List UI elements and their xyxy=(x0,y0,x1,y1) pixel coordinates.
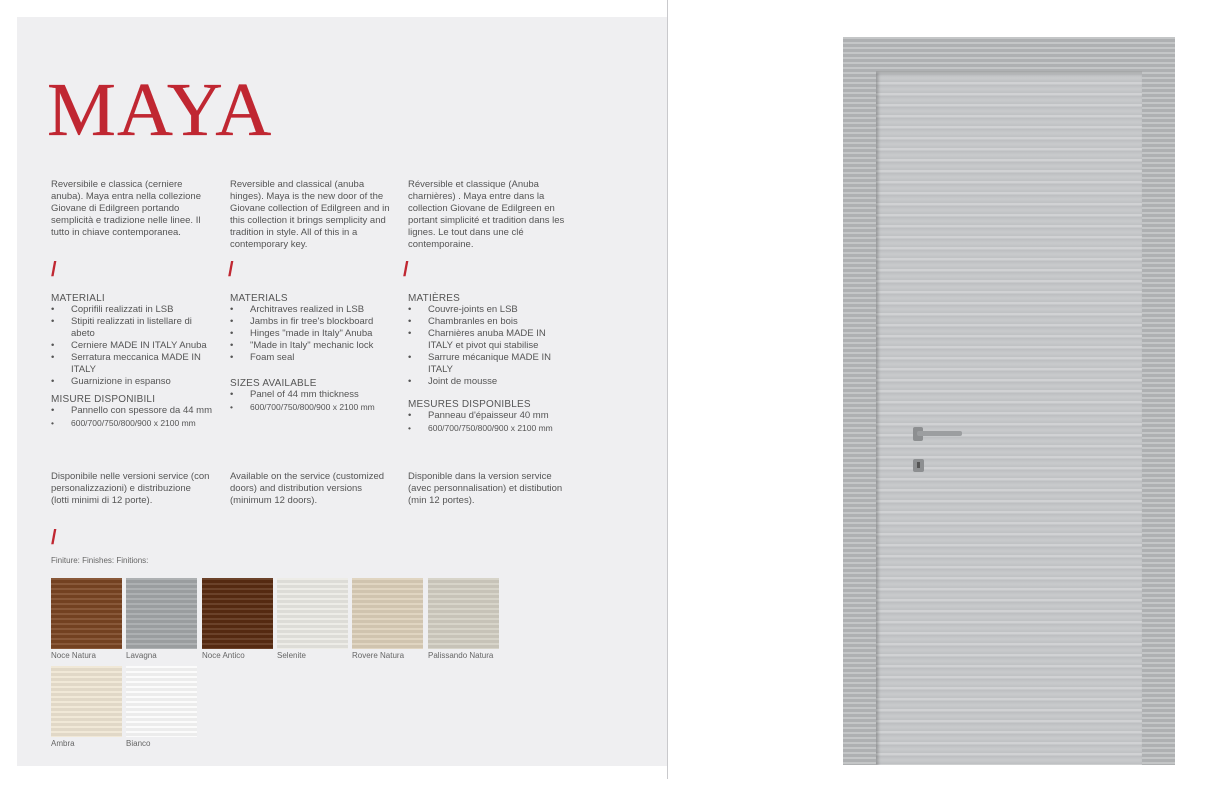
lock-icon xyxy=(913,459,924,472)
door-panel xyxy=(876,71,1142,765)
list-item: • Pannello con spessore da 44 mm xyxy=(51,405,216,417)
finish-swatch xyxy=(428,578,499,649)
sizes-heading-en: SIZES AVAILABLE xyxy=(230,378,317,389)
sizes-list-fr xyxy=(408,410,573,434)
availability-fr-text: Disponible dans la version service (avec personnalisation) et distibution (min 12 portes). xyxy=(408,471,563,506)
list-item: • Panneau d'épaisseur 40 mm xyxy=(408,410,573,422)
list-item: • Foam seal xyxy=(230,352,395,364)
intro-en-text: Reversible and classical (anuba hinges). Maya is the new door of the Giovane collection of Edilgreen and in this collection it brings semplicity and tradition in style. All of this in a contemporary key. xyxy=(230,179,390,250)
availability-it-text: Disponibile nelle versioni service (con personalizzazioni) e distribuzione (lotti minimi di 12 porte). xyxy=(51,471,210,506)
slash-divider-fr: / xyxy=(403,259,409,281)
list-item: • "Made in Italy" mechanic lock xyxy=(230,340,395,352)
list-item: • Coprifili realizzati in LSB xyxy=(51,304,216,316)
sizes-heading-it: MISURE DISPONIBILI xyxy=(51,394,156,405)
slash-divider-finishes: / xyxy=(51,527,57,549)
list-item: • Sarrure mécanique MADE IN ITALY xyxy=(408,352,573,376)
finish-swatch-label: Selenite xyxy=(277,651,306,660)
finish-swatch xyxy=(352,578,423,649)
list-item: • Stipiti realizzati in listellare di abeto xyxy=(51,316,216,340)
materials-fr xyxy=(408,293,573,434)
finish-swatch-label: Noce Natura xyxy=(51,651,96,660)
intro-it-text: Reversibile e classica (cerniere anuba). Maya entra nella collezione Giovane di Edilgreen portando semplicità e tradizione nelle linee. Il tutto in chiave contemporanea. xyxy=(51,179,201,238)
finish-swatch xyxy=(277,578,348,649)
list-item: • Serratura meccanica MADE IN ITALY xyxy=(51,352,216,376)
door-handle xyxy=(917,431,962,436)
availability-en xyxy=(230,471,390,507)
list-item: • Panel of 44 mm thickness xyxy=(230,389,395,401)
finish-swatch xyxy=(126,578,197,649)
list-item: • Couvre-joints en LSB xyxy=(408,304,573,316)
sizes-list-it xyxy=(51,405,216,429)
materials-list-it xyxy=(51,304,216,388)
finish-swatch xyxy=(202,578,273,649)
intro-fr xyxy=(408,179,568,251)
slash-divider-it: / xyxy=(51,259,57,281)
product-title: MAYA xyxy=(47,68,273,152)
list-item: • Hinges "made in Italy" Anuba xyxy=(230,328,395,340)
finishes-label: Finiture: Finishes: Finitions: xyxy=(51,556,149,565)
list-item: • 600/700/750/800/900 x 2100 mm xyxy=(230,401,395,413)
slash-divider-en: / xyxy=(228,259,234,281)
list-item: • Chambranles en bois xyxy=(408,316,573,328)
finish-swatch xyxy=(51,666,122,737)
intro-en xyxy=(230,179,390,251)
list-item: • Joint de mousse xyxy=(408,376,573,388)
materials-list-fr xyxy=(408,304,573,388)
finish-swatch xyxy=(126,666,197,737)
list-item: • Cerniere MADE IN ITALY Anuba xyxy=(51,340,216,352)
list-item: • 600/700/750/800/900 x 2100 mm xyxy=(51,417,216,429)
intro-it xyxy=(51,179,211,239)
list-item: • Charnières anuba MADE IN ITALY et pivot qui stabilise xyxy=(408,328,573,352)
list-item: • Architraves realized in LSB xyxy=(230,304,395,316)
sizes-heading-fr: MESURES DISPONIBLES xyxy=(408,399,531,410)
finish-swatch-label: Rovere Natura xyxy=(352,651,405,660)
finish-swatch-label: Ambra xyxy=(51,739,75,748)
sizes-list-en xyxy=(230,389,395,413)
finish-swatch xyxy=(51,578,122,649)
list-item: • Jambs in fir tree's blockboard xyxy=(230,316,395,328)
finish-swatch-label: Lavagna xyxy=(126,651,157,660)
finish-swatch-label: Bianco xyxy=(126,739,151,748)
finish-swatch-label: Noce Antico xyxy=(202,651,245,660)
availability-en-text: Available on the service (customized doors) and distribution versions (minimum 12 doors). xyxy=(230,471,385,506)
list-item: • 600/700/750/800/900 x 2100 mm xyxy=(408,422,573,434)
materials-it xyxy=(51,293,216,429)
intro-fr-text: Réversible et classique (Anuba charnières) . Maya entre dans la collection Giovane de Edilgreen en portant simplicité et tradition dans les lignes. Le tout dans une clé contemporaine. xyxy=(408,179,565,250)
materials-heading-en: MATERIALS xyxy=(230,293,288,304)
availability-it xyxy=(51,471,211,507)
materials-list-en xyxy=(230,304,395,364)
page-spine-divider xyxy=(667,0,668,779)
finish-swatch-label: Palissando Natura xyxy=(428,651,494,660)
door-photo xyxy=(843,37,1175,765)
availability-fr xyxy=(408,471,568,507)
materials-heading-it: MATERIALI xyxy=(51,293,105,304)
list-item: • Guarnizione in espanso xyxy=(51,376,216,388)
materials-heading-fr: MATIÈRES xyxy=(408,293,460,304)
materials-en xyxy=(230,293,395,413)
